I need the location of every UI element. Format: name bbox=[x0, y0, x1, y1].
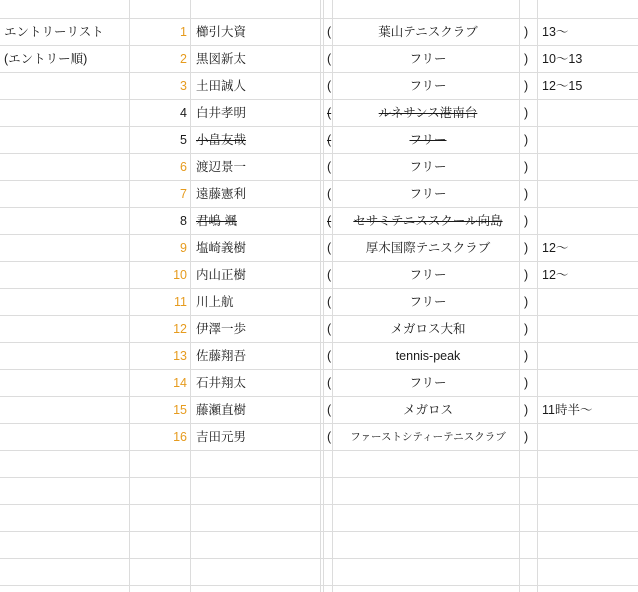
available-time[interactable] bbox=[542, 289, 636, 315]
club-name[interactable]: フリー bbox=[409, 268, 447, 282]
player-name[interactable]: 黒図新太 bbox=[196, 52, 247, 66]
entry-number[interactable]: 13 bbox=[173, 349, 187, 363]
available-time[interactable] bbox=[542, 181, 636, 207]
club-name[interactable]: セサミテニススクール向島 bbox=[353, 214, 503, 228]
table-row[interactable] bbox=[0, 19, 638, 46]
player-name[interactable]: 土田誠人 bbox=[196, 79, 247, 93]
entry-number[interactable]: 11 bbox=[174, 295, 187, 309]
table-row[interactable] bbox=[0, 343, 638, 370]
entry-number[interactable]: 4 bbox=[180, 106, 187, 120]
empty-row[interactable] bbox=[0, 559, 638, 586]
player-name[interactable]: 吉田元男 bbox=[196, 430, 247, 444]
close-paren[interactable]: ) bbox=[524, 241, 529, 255]
open-paren[interactable]: ( bbox=[327, 25, 332, 39]
close-paren[interactable]: ) bbox=[524, 160, 529, 174]
close-paren[interactable]: ) bbox=[524, 349, 529, 363]
entry-list-label[interactable]: エントリーリスト bbox=[4, 25, 104, 39]
entry-number[interactable]: 3 bbox=[180, 79, 187, 93]
entry-number[interactable]: 2 bbox=[180, 52, 187, 66]
club-name[interactable]: 厚木国際テニスクラブ bbox=[365, 241, 491, 255]
player-name[interactable]: 櫛引大資 bbox=[196, 25, 247, 39]
entry-number[interactable]: 12 bbox=[173, 322, 187, 336]
table-row[interactable] bbox=[0, 262, 638, 289]
club-name[interactable]: メガロス bbox=[402, 403, 453, 417]
open-paren[interactable]: ( bbox=[327, 160, 332, 174]
close-paren[interactable]: ) bbox=[524, 214, 529, 228]
player-name[interactable]: 君嶋 颯 bbox=[196, 214, 237, 228]
club-name[interactable]: ファーストシティーテニスクラブ bbox=[350, 431, 506, 443]
table-row[interactable] bbox=[0, 154, 638, 181]
table-row[interactable] bbox=[0, 73, 638, 100]
entry-number[interactable]: 7 bbox=[180, 187, 187, 201]
player-name[interactable]: 川上航 bbox=[196, 295, 234, 309]
open-paren[interactable]: ( bbox=[327, 295, 332, 309]
available-time[interactable] bbox=[542, 316, 636, 342]
close-paren[interactable]: ) bbox=[524, 52, 529, 66]
open-paren[interactable]: ( bbox=[327, 403, 332, 417]
entry-number[interactable]: 8 bbox=[180, 214, 187, 228]
available-time[interactable]: 12〜 bbox=[542, 268, 569, 282]
column-divider bbox=[519, 0, 520, 592]
close-paren[interactable]: ) bbox=[524, 295, 529, 309]
table-row[interactable] bbox=[0, 100, 638, 127]
entry-number[interactable]: 15 bbox=[173, 403, 187, 417]
available-time[interactable]: 10〜13 bbox=[542, 52, 583, 66]
open-paren[interactable]: ( bbox=[327, 241, 332, 255]
available-time[interactable]: 12〜 bbox=[542, 241, 569, 255]
entry-number[interactable]: 16 bbox=[173, 430, 187, 444]
club-name[interactable]: フリー bbox=[409, 376, 447, 390]
club-name[interactable]: ルネサンス港南台 bbox=[378, 106, 478, 120]
table-row[interactable] bbox=[0, 316, 638, 343]
available-time[interactable]: 12〜15 bbox=[542, 79, 583, 93]
entry-number[interactable]: 10 bbox=[173, 268, 187, 282]
table-row[interactable] bbox=[0, 46, 638, 73]
table-row[interactable] bbox=[0, 235, 638, 262]
player-name[interactable]: 内山正樹 bbox=[196, 268, 247, 282]
available-time[interactable] bbox=[542, 424, 636, 450]
available-time[interactable] bbox=[542, 343, 636, 369]
column-divider bbox=[129, 0, 130, 592]
close-paren[interactable]: ) bbox=[524, 430, 529, 444]
player-name[interactable]: 藤瀬直樹 bbox=[196, 403, 247, 417]
table-row[interactable] bbox=[0, 127, 638, 154]
empty-row[interactable] bbox=[0, 478, 638, 505]
close-paren[interactable]: ) bbox=[524, 376, 529, 390]
player-name[interactable]: 遠藤憲利 bbox=[196, 187, 247, 201]
column-divider bbox=[537, 0, 538, 592]
club-name[interactable]: フリー bbox=[409, 295, 447, 309]
available-time[interactable]: 11時半〜 bbox=[542, 403, 593, 417]
player-name[interactable]: 白井孝明 bbox=[196, 106, 247, 120]
open-paren[interactable]: ( bbox=[327, 349, 332, 363]
empty-row[interactable] bbox=[0, 505, 638, 532]
player-name[interactable]: 佐藤翔吾 bbox=[196, 349, 247, 363]
club-name[interactable]: メガロス大和 bbox=[390, 322, 466, 336]
open-paren[interactable]: ( bbox=[327, 52, 332, 66]
player-name[interactable]: 渡辺景一 bbox=[196, 160, 247, 174]
entry-number[interactable]: 5 bbox=[180, 133, 187, 147]
entry-number[interactable]: 9 bbox=[180, 241, 187, 255]
open-paren[interactable]: ( bbox=[327, 79, 332, 93]
entry-number[interactable]: 6 bbox=[180, 160, 187, 174]
empty-row[interactable] bbox=[0, 451, 638, 478]
table-row[interactable] bbox=[0, 370, 638, 397]
close-paren[interactable]: ) bbox=[524, 25, 529, 39]
player-name[interactable]: 小畠友哉 bbox=[196, 133, 247, 147]
open-paren[interactable]: ( bbox=[327, 430, 332, 444]
open-paren[interactable]: ( bbox=[327, 106, 332, 120]
open-paren[interactable]: ( bbox=[327, 214, 332, 228]
header-row[interactable] bbox=[0, 0, 638, 19]
entry-number[interactable]: 1 bbox=[180, 25, 187, 39]
available-time[interactable] bbox=[542, 100, 636, 126]
close-paren[interactable]: ) bbox=[524, 187, 529, 201]
available-time[interactable] bbox=[542, 127, 636, 153]
table-row[interactable] bbox=[0, 289, 638, 316]
open-paren[interactable]: ( bbox=[327, 133, 332, 147]
club-name[interactable]: フリー bbox=[409, 160, 447, 174]
open-paren[interactable]: ( bbox=[327, 187, 332, 201]
empty-row[interactable] bbox=[0, 532, 638, 559]
open-paren[interactable]: ( bbox=[327, 322, 332, 336]
table-row[interactable] bbox=[0, 397, 638, 424]
table-row[interactable] bbox=[0, 181, 638, 208]
available-time[interactable]: 13〜 bbox=[542, 25, 569, 39]
column-divider bbox=[332, 0, 333, 592]
close-paren[interactable]: ) bbox=[524, 268, 529, 282]
close-paren[interactable]: ) bbox=[524, 133, 529, 147]
available-time[interactable] bbox=[542, 154, 636, 180]
column-divider bbox=[320, 0, 324, 592]
entry-number[interactable]: 14 bbox=[173, 376, 187, 390]
player-name[interactable]: 伊澤一歩 bbox=[196, 322, 247, 336]
column-divider bbox=[190, 0, 191, 592]
available-time[interactable] bbox=[542, 370, 636, 396]
entry-order-label[interactable]: (エントリー順) bbox=[4, 52, 88, 66]
close-paren[interactable]: ) bbox=[524, 79, 529, 93]
available-time[interactable] bbox=[542, 208, 636, 234]
open-paren[interactable]: ( bbox=[327, 376, 332, 390]
club-name[interactable]: フリー bbox=[409, 187, 447, 201]
club-name[interactable]: 葉山テニスクラブ bbox=[378, 25, 478, 39]
club-name[interactable]: フリー bbox=[409, 52, 447, 66]
player-name[interactable]: 塩崎義樹 bbox=[196, 241, 247, 255]
club-name[interactable]: tennis-peak bbox=[395, 349, 461, 363]
close-paren[interactable]: ) bbox=[524, 403, 529, 417]
table-row[interactable] bbox=[0, 424, 638, 451]
player-name[interactable]: 石井翔太 bbox=[196, 376, 247, 390]
close-paren[interactable]: ) bbox=[524, 106, 529, 120]
table-row[interactable] bbox=[0, 208, 638, 235]
club-name[interactable]: フリー bbox=[409, 133, 447, 147]
club-name[interactable]: フリー bbox=[409, 79, 447, 93]
open-paren[interactable]: ( bbox=[327, 268, 332, 282]
close-paren[interactable]: ) bbox=[524, 322, 529, 336]
